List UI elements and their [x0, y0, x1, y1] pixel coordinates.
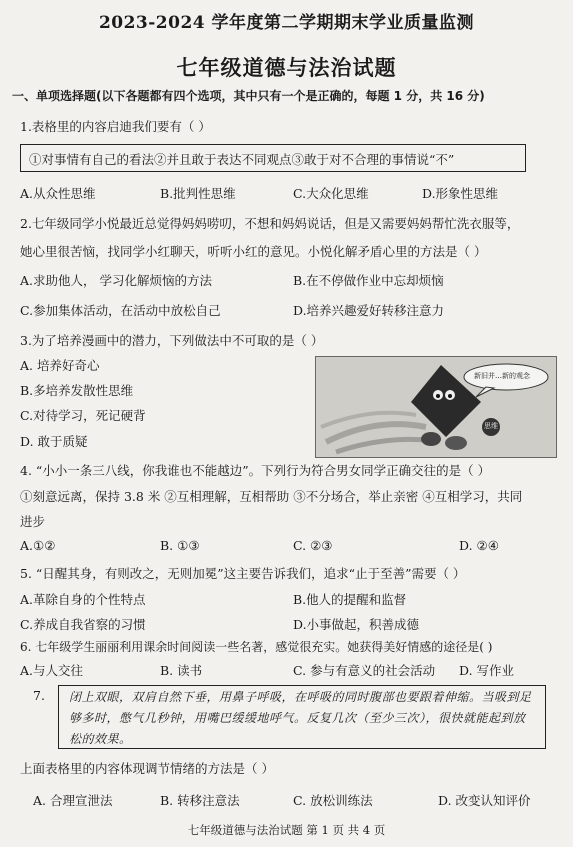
q2-stem-line2: 她心里很苦恼，找同学小红聊天，听听小红的意见。小悦化解矛盾心里的方法是（ ）	[20, 244, 487, 259]
q3-option-c: C.对待学习，死记硬背	[20, 408, 146, 423]
q6-option-d: D. 写作业	[459, 663, 515, 678]
q1-stem: 1.表格里的内容启迪我们要有（ ）	[20, 119, 211, 134]
q7-option-c: C. 放松训练法	[293, 793, 373, 808]
q5-option-c: C.养成自我省察的习惯	[20, 617, 146, 632]
page-footer: 七年级道德与法治试题 第 1 页 共 4 页	[187, 823, 386, 837]
q7-content-box: 闭上双眼，双肩自然下垂，用鼻子呼吸，在呼吸的同时腹部也要跟着伸缩。当吸到足够多时，憋气几秒钟，用嘴巴缓缓地呼气。反复几次（至少三次），很快就能起到放松的效果。	[58, 685, 546, 749]
q5-stem: 5. “日醒其身，有则改之，无则加冕”这主要告诉我们，追求“止于至善”需要（ ）	[20, 566, 466, 581]
q5-option-d: D.小事做起，积善成德	[293, 617, 420, 632]
q3-cartoon-image	[315, 356, 557, 458]
q6-option-a: A.与人交往	[20, 663, 84, 678]
q1-option-c: C.大众化思维	[293, 186, 369, 201]
q1-content-box: ①对事情有自己的看法②并且敢于表达不同观点③敢于对不合理的事情说“不”	[20, 144, 526, 172]
q2-option-c: C.参加集体活动，在活动中放松自己	[20, 303, 221, 318]
q2-option-d: D.培养兴趣爱好转移注意力	[293, 303, 445, 318]
q3-option-a: A. 培养好奇心	[20, 358, 100, 373]
q3-stem: 3.为了培养漫画中的潜力，下列做法中不可取的是（ ）	[20, 333, 324, 348]
q4-option-a: A.①②	[20, 538, 56, 553]
q7-number: 7.	[33, 688, 45, 703]
exam-header-title: 2023-2024 学年度第二学期期末学业质量监测	[98, 13, 475, 33]
cartoon-speech-text: 新旧并…新的观念	[474, 372, 530, 380]
q5-option-b: B.他人的提醒和监督	[293, 592, 407, 607]
q1-option-d: D.形象性思维	[422, 186, 499, 201]
exam-subject-title: 七年级道德与法治试题	[176, 55, 397, 80]
q1-option-b: B.批判性思维	[160, 186, 236, 201]
q5-option-a: A.革除自身的个性特点	[20, 592, 146, 607]
q3-option-b: B.多培养发散性思维	[20, 383, 134, 398]
q4-statements-cont: 进步	[20, 514, 46, 529]
q6-stem: 6. 七年级学生丽丽利用课余时间阅读一些名著，感觉很充实。她获得美好情感的途径是( )	[20, 640, 493, 654]
section-heading: 一、单项选择题(以下各题都有四个选项，其中只有一个是正确的，每题 1 分，共 16 分)	[12, 89, 485, 103]
q4-option-c: C. ②③	[293, 538, 333, 553]
q4-option-b: B. ①③	[160, 538, 200, 553]
q4-statements: ①刻意远离，保持 3.8 米 ②互相理解，互相帮助 ③不分场合，举止亲密 ④互相学习，共同	[20, 489, 523, 504]
q7-option-a: A. 合理宣泄法	[33, 793, 113, 808]
q3-option-d: D. 敢于质疑	[20, 434, 88, 449]
q6-option-b: B. 读书	[160, 663, 203, 678]
q2-option-b: B.在不停做作业中忘却烦恼	[293, 273, 444, 288]
q7-stem: 上面表格里的内容体现调节情绪的方法是（ ）	[20, 761, 274, 776]
q2-option-a: A.求助他人， 学习化解烦恼的方法	[20, 273, 212, 288]
q4-stem: 4. “小小一条三八线，你我谁也不能越边”。下列行为符合男女同学正确交往的是（ ）	[20, 463, 491, 478]
q4-option-d: D. ②④	[459, 538, 499, 553]
q6-option-c: C. 参与有意义的社会活动	[293, 663, 436, 678]
q2-stem-line1: 2.七年级同学小悦最近总觉得妈妈唠叨，不想和妈妈说话，但是又需要妈妈帮忙洗衣服等，	[20, 216, 520, 231]
q7-option-d: D. 改变认知评价	[438, 793, 531, 808]
q7-option-b: B. 转移注意法	[160, 793, 240, 808]
cartoon-label: 思维	[484, 422, 498, 430]
q1-option-a: A.从众性思维	[20, 186, 96, 201]
